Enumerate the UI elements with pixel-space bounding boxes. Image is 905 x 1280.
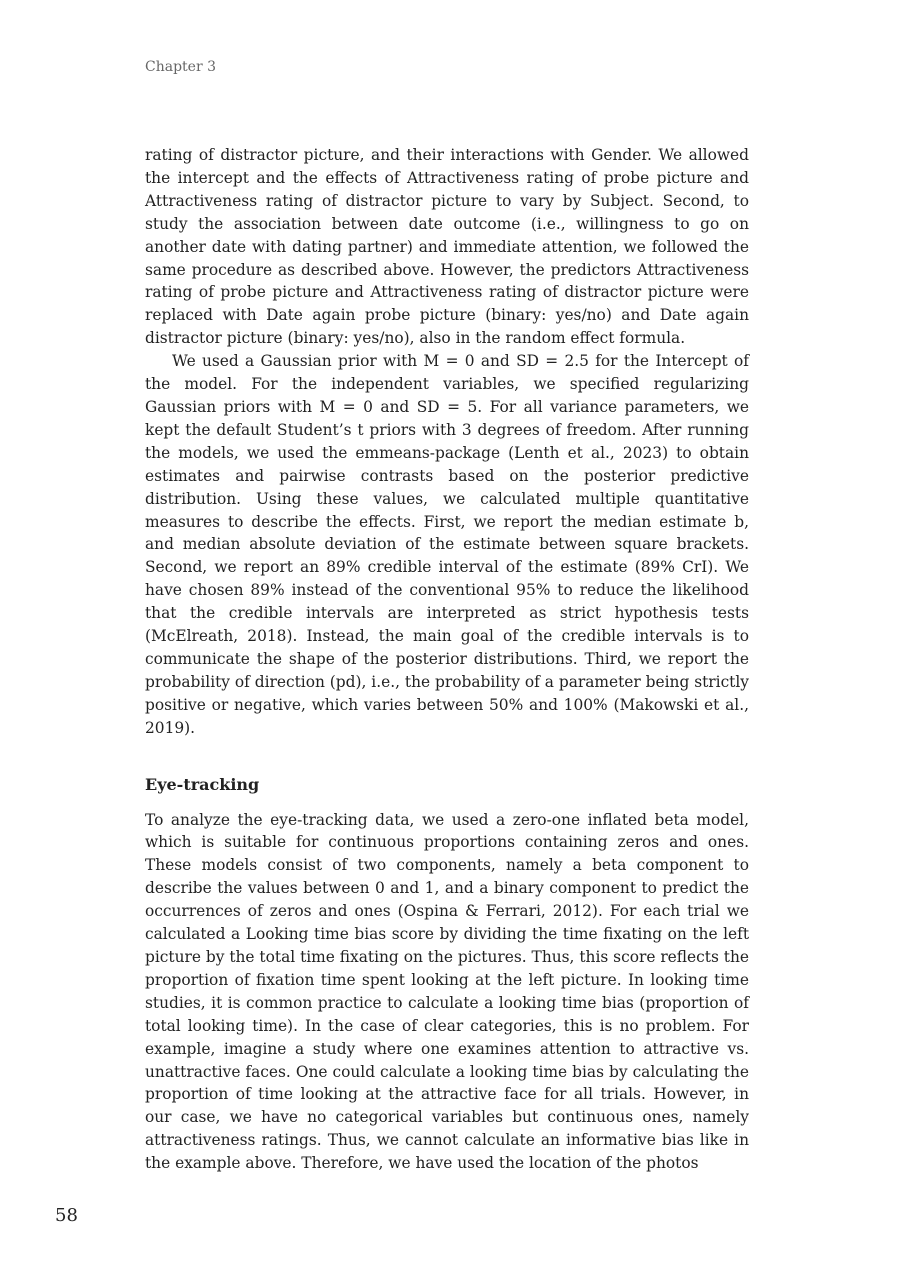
running-head: Chapter 3	[145, 59, 216, 75]
paragraph-continued: rating of distractor picture, and their interactions with Gender. We allowed the intercept and the effects of Attractiveness rating of probe picture and Attractiveness rating of distractor picture to vary by Subject. Second, to study the association between date outcome (i.e., willingness to go on another date with dating partner) and immediate attention, we followed the same procedure as described above. However, the predictors Attractiveness rating of probe picture and Attractiveness rating of distractor picture were replaced with Date again probe picture (binary: yes/no) and Date again distractor picture (binary: yes/no), also in the random effect formula.	[145, 146, 749, 348]
body-text	[145, 144, 749, 1175]
paragraph-priors: We used a Gaussian prior with M = 0 and SD = 2.5 for the Intercept of the model. For the independent variables, we specified regularizing Gaussian priors with M = 0 and SD = 5. For all variance parameters, we kept the default Student’s t priors with 3 degrees of freedom. After running the models, we used the emmeans-package (Lenth et al., 2023) to obtain estimates and pairwise contrasts based on the posterior predictive distribution. Using these values, we calculated multiple quantitative measures to describe the effects. First, we report the median estimate b, and median absolute deviation of the estimate between square brackets. Second, we report an 89% credible interval of the estimate (89% CrI). We have chosen 89% instead of the conventional 95% to reduce the likelihood that the credible intervals are interpreted as strict hypothesis tests (McElreath, 2018). Instead, the main goal of the credible intervals is to communicate the shape of the posterior distributions. Third, we report the probability of direction (pd), i.e., the probability of a parameter being strictly positive or negative, which varies between 50% and 100% (Makowski et al., 2019).	[145, 352, 749, 737]
page-number: 58	[55, 1205, 78, 1226]
section-heading-eye-tracking: Eye-tracking	[145, 774, 260, 794]
paragraph-eye-tracking: To analyze the eye-tracking data, we used a zero-one inflated beta model, which is suitable for continuous proportions containing zeros and ones. These models consist of two components, namely a beta component to describe the values between 0 and 1, and a binary component to predict the occurrences of zeros and ones (Ospina & Ferrari, 2012). For each trial we calculated a Looking time bias score by dividing the time fixating on the left picture by the total time fixating on the pictures. Thus, this score reflects the proportion of fixation time spent looking at the left picture. In looking time studies, it is common practice to calculate a looking time bias (proportion of total looking time). In the case of clear categories, this is no problem. For example, imagine a study where one examines attention to attractive vs. unattractive faces. One could calculate a looking time bias by calculating the proportion of time looking at the attractive face for all trials. However, in our case, we have no categorical variables but continuous ones, namely attractiveness ratings. Thus, we cannot calculate an informative bias like in the example above. Therefore, we have used the location of the photos	[145, 810, 749, 1173]
